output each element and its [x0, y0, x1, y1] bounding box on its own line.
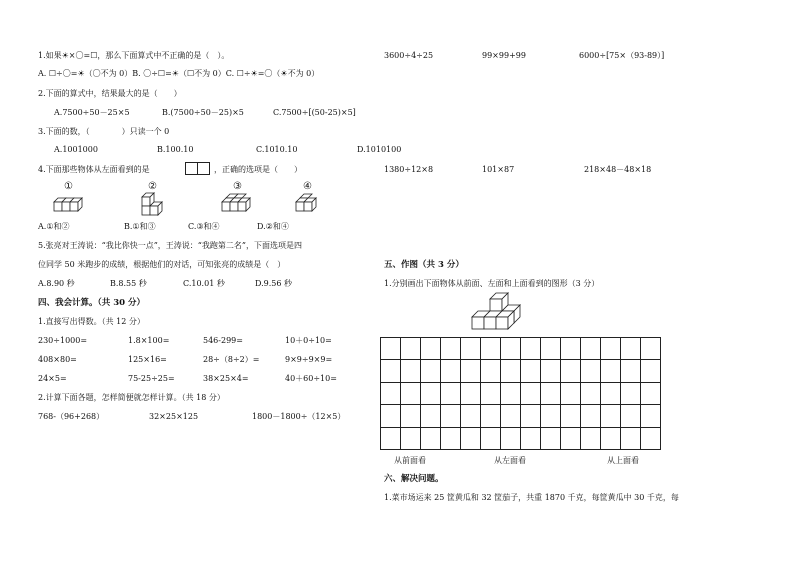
grid-cell[interactable] — [521, 360, 541, 382]
grid-cell[interactable] — [641, 428, 661, 450]
grid-cell[interactable] — [541, 383, 561, 405]
grid-cell[interactable] — [641, 360, 661, 382]
grid-cell[interactable] — [461, 383, 481, 405]
question-5-line2: 位同学 50 米跑步的成绩，根据他们的对话，可知张亮的成绩是（ ） — [38, 260, 286, 269]
calc-item: 75-25÷25= — [128, 374, 175, 383]
q5-option-a: A.8.90 秒 — [38, 279, 75, 288]
grid-cell[interactable] — [401, 405, 421, 427]
grid-cell[interactable] — [561, 338, 581, 360]
grid-cell[interactable] — [441, 405, 461, 427]
q3-option-b: B.100.10 — [157, 145, 194, 154]
grid-cell[interactable] — [621, 338, 641, 360]
grid-cell[interactable] — [541, 405, 561, 427]
left-view-squares — [185, 162, 211, 176]
grid-cell[interactable] — [521, 428, 541, 450]
figure-label-2: ② — [148, 181, 157, 192]
grid-cell[interactable] — [581, 360, 601, 382]
grid-cell[interactable] — [401, 383, 421, 405]
grid-cell[interactable] — [401, 428, 421, 450]
section-6-question-1: 1.菜市场运来 25 筐黄瓜和 32 筐茄子，共重 1870 千克，每筐黄瓜中 30 千克，每 — [384, 493, 679, 502]
grid-cell[interactable] — [421, 338, 441, 360]
calc-item: 24×5= — [38, 374, 67, 383]
q4-option-a: A.①和② — [38, 222, 70, 231]
grid-cell[interactable] — [421, 428, 441, 450]
calc-item: 38×25×4= — [203, 374, 249, 383]
cube-figure-1 — [50, 196, 84, 218]
q5-option-b: B.8.55 秒 — [110, 279, 147, 288]
grid-cell[interactable] — [501, 405, 521, 427]
question-2: 2.下面的算式中，结果最大的是（ ） — [38, 89, 182, 98]
grid-cell[interactable] — [521, 383, 541, 405]
grid-cell[interactable] — [541, 360, 561, 382]
grid-cell[interactable] — [581, 383, 601, 405]
grid-cell[interactable] — [461, 428, 481, 450]
calc-item: 546-299= — [203, 336, 243, 345]
q5-option-c: C.10.01 秒 — [183, 279, 225, 288]
question-3: 3.下面的数，（ ）只读一个 0 — [38, 127, 170, 136]
grid-cell[interactable] — [621, 383, 641, 405]
grid-cell[interactable] — [601, 383, 621, 405]
grid-cell[interactable] — [461, 360, 481, 382]
grid-cell[interactable] — [441, 428, 461, 450]
grid-cell[interactable] — [481, 338, 501, 360]
question-4-post: ，正确的选项是（ ） — [214, 165, 302, 174]
grid-cell[interactable] — [621, 405, 641, 427]
cube-structure-figure — [468, 293, 526, 335]
grid-cell[interactable] — [461, 338, 481, 360]
calc-item: 40＋60÷10= — [285, 374, 337, 383]
grid-cell[interactable] — [381, 383, 401, 405]
calc-item: 99×99+99 — [482, 51, 526, 60]
section-4-part-2: 2.计算下面各题，怎样简便就怎样计算。（共 18 分） — [38, 393, 225, 402]
calc-item: 32×25×125 — [149, 412, 199, 421]
grid-cell[interactable] — [601, 405, 621, 427]
grid-cell[interactable] — [601, 360, 621, 382]
question-4-pre: 4.下面那些物体从左面看到的是 — [38, 165, 150, 174]
calc-item: 125×16= — [128, 355, 167, 364]
grid-cell[interactable] — [621, 360, 641, 382]
calc-item: 3600÷4÷25 — [384, 51, 434, 60]
grid-cell[interactable] — [601, 338, 621, 360]
drawing-grid[interactable] — [380, 337, 661, 450]
grid-cell[interactable] — [541, 428, 561, 450]
q2-option-c: C.7500÷[(50-25)×5] — [273, 108, 356, 117]
section-5-question: 1.分别画出下面物体从前面、左面和上面看到的图形（3 分） — [384, 279, 600, 288]
grid-cell[interactable] — [481, 360, 501, 382]
cube-figure-4 — [292, 193, 322, 219]
q3-option-d: D.1010100 — [357, 145, 402, 154]
cube-figure-2 — [138, 193, 172, 219]
q4-option-d: D.②和④ — [257, 222, 289, 231]
figure-label-4: ④ — [303, 181, 312, 192]
grid-cell[interactable] — [481, 405, 501, 427]
grid-cell[interactable] — [641, 405, 661, 427]
cube-figure-3 — [218, 193, 252, 219]
question-1: 1.如果☀×〇=☐，那么下面算式中不正确的是（ ）。 — [38, 51, 230, 60]
grid-cell[interactable] — [461, 405, 481, 427]
q4-option-c: C.③和④ — [188, 222, 220, 231]
q4-option-b: B.①和③ — [124, 222, 156, 231]
calc-item: 768-（96+268） — [38, 412, 105, 421]
grid-cell[interactable] — [441, 383, 461, 405]
grid-cell[interactable] — [401, 338, 421, 360]
grid-cell[interactable] — [441, 338, 461, 360]
calc-item: 101×87 — [482, 165, 515, 174]
q3-option-c: C.1010.10 — [256, 145, 298, 154]
grid-cell[interactable] — [561, 405, 581, 427]
grid-cell[interactable] — [561, 383, 581, 405]
calc-item: 1.8×100= — [128, 336, 170, 345]
grid-cell[interactable] — [581, 338, 601, 360]
grid-cell[interactable] — [381, 405, 401, 427]
grid-cell[interactable] — [481, 428, 501, 450]
q2-option-a: A.7500÷50－25×5 — [54, 108, 130, 117]
grid-cell[interactable] — [541, 338, 561, 360]
calc-item: 218×48－48×18 — [584, 165, 652, 174]
view-label-top: 从上面看 — [607, 456, 639, 465]
figure-label-3: ③ — [233, 181, 242, 192]
grid-cell[interactable] — [421, 360, 441, 382]
grid-cell[interactable] — [501, 428, 521, 450]
grid-cell[interactable] — [401, 360, 421, 382]
section-5-title: 五、作图（共 3 分） — [384, 260, 464, 270]
grid-cell[interactable] — [501, 383, 521, 405]
calc-item: 28÷（8÷2）= — [203, 355, 260, 364]
section-4-title: 四、我会计算。（共 30 分） — [38, 298, 145, 308]
grid-cell[interactable] — [501, 338, 521, 360]
grid-cell[interactable] — [621, 428, 641, 450]
calc-item: 9×9÷9×9= — [285, 355, 333, 364]
grid-cell[interactable] — [381, 338, 401, 360]
grid-cell[interactable] — [521, 405, 541, 427]
grid-cell[interactable] — [381, 428, 401, 450]
question-1-options: A. ☐÷〇=☀（〇不为 0）B. 〇÷☐=☀（☐不为 0）C. ☐÷☀=〇（☀不为 0） — [38, 69, 320, 78]
grid-cell[interactable] — [561, 428, 581, 450]
calc-item: 230÷1000= — [38, 336, 88, 345]
grid-cell[interactable] — [641, 383, 661, 405]
q5-option-d: D.9.56 秒 — [255, 279, 293, 288]
grid-cell[interactable] — [441, 360, 461, 382]
grid-cell[interactable] — [421, 383, 441, 405]
grid-cell[interactable] — [421, 405, 441, 427]
section-6-title: 六、解决问题。 — [384, 474, 444, 484]
grid-cell[interactable] — [581, 428, 601, 450]
q2-option-b: B.(7500÷50－25)×5 — [162, 108, 244, 117]
grid-cell[interactable] — [501, 360, 521, 382]
question-5-line1: 5.张亮对王涛说：“我比你快一点”，王涛说：“我跑第二名”，下面选项是四 — [38, 241, 302, 250]
q3-option-a: A.1001000 — [54, 145, 98, 154]
calc-item: 6000÷[75×（93-89）] — [579, 51, 665, 60]
calc-item: 1800－1800÷（12×5） — [252, 412, 346, 421]
grid-cell[interactable] — [601, 428, 621, 450]
grid-cell[interactable] — [381, 360, 401, 382]
grid-cell[interactable] — [641, 338, 661, 360]
calc-item: 10＋0÷10= — [285, 336, 332, 345]
grid-cell[interactable] — [561, 360, 581, 382]
grid-cell[interactable] — [581, 405, 601, 427]
view-label-front: 从前面看 — [394, 456, 426, 465]
grid-cell[interactable] — [481, 383, 501, 405]
grid-cell[interactable] — [521, 338, 541, 360]
section-4-part-1: 1.直接写出得数。（共 12 分） — [38, 317, 145, 326]
view-label-left: 从左面看 — [494, 456, 526, 465]
figure-label-1: ① — [64, 181, 73, 192]
calc-item: 1380÷12×8 — [384, 165, 434, 174]
calc-item: 408×80= — [38, 355, 77, 364]
